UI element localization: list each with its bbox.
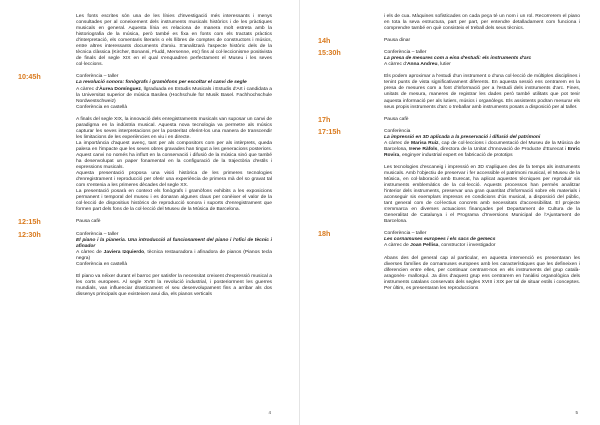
session-1230 <box>18 229 272 298</box>
presenter-name: Javiera Izquierdo <box>103 249 145 255</box>
session-time: 10:45h <box>18 72 41 82</box>
session-body-p1: A finals del segle XIX, la innovació dels enregistraments musicals van suposar un canvi de paradigma en la indústria musical. Aquesta nova tecnologia va permetre als músics capturar les seves interpretacions per la posteritat oferint-los una manera de transcendir les limitacions de les experiències en viu i en directe. <box>76 116 273 140</box>
presenter-name: Marisa Ruiz <box>411 140 439 146</box>
session-title: La impressió en 3D aplicada a la preservació i difusió del patrimoni <box>384 134 541 140</box>
session-body: Els podem aproximar a l'estudi d'un instrument o d'una col·lecció de múltiples disciplines i tenint punts de vista significativament diferents. En aquesta sessió ens centrarem en la presa de mesures com a font d'informació per a l'estudi dels instruments d'arc. Fines, unitats de mesura, maneres de registrar les dades però també utilitats que pot tenir aquesta informació per als lutiers, músics i organòlegs. Els assistents podran mesurar els seus propis instruments d'arc o treballar amb instruments posats a disposició per al taller. <box>384 74 580 110</box>
session-type: Conferència – taller <box>76 231 119 237</box>
session-title: Pausa cafè <box>384 116 409 122</box>
session-body: Les tecnologies d'escaneig i impressió en 3D s'apliquen des de fa temps als instruments musicals. Amb l'objectiu de preservar i fer accessible el patrimoni musical, el Museu de la Música, en col·laboració amb Eurecat, ha aplicat aquestes tècniques per reproduir sis instruments emblemàtics de la col·lecció. Aquests processos han permès analitzar l'interior dels instruments, preservar una gran quantitat d'informació sobre els materials i aconseguir sis exemplars impresos en condicions d'ús musical, a disposició del públic, tant general com de col·lectius concrets amb necessitats d'accessibilitat. El projecte s'emmarca en diverses actuacions finançades pel Departament de Cultura de la Generalitat de Catalunya i el Programa d'Inversions Municipal de l'Ajuntament de Barcelona. <box>384 164 580 225</box>
session-body: Abans des del general cap al particular, en aquesta intervenció es presentaran les diverses famílies de cornamuses europees amb les característiques que les defineixen i diferencien entre elles, per continuar centrant-nos en els instruments del grup català- aragonès- mallorquí. Ja dins d'aquest grup ens centrarem en l'anàlisi organològica dels instruments catalans conservats dels segles XVIII i XIX per tal de situar estils i conceptes. Per últim, es presentaran les reproduccions <box>384 255 580 291</box>
session-1530 <box>318 48 580 110</box>
session-1215 <box>18 217 272 227</box>
session-title: Pausa cafè <box>76 219 101 225</box>
session-1715 <box>318 126 580 226</box>
session-17 <box>318 114 580 124</box>
session-presenter: A càrrec de Joan Pellisa, constructor i investigador <box>384 243 496 249</box>
session-time: 12:30h <box>18 229 41 239</box>
session-time: 14h <box>318 36 331 46</box>
page-number: 4 <box>268 410 271 415</box>
session-body-p4: La presentació posarà en context els fonògrafs i gramòfons exhibits a les exposicions permanent i temporal del museu i es donaran algunes claus per conèixer el valor de la col·lecció de dispositius històrics de reproducció sonora i suports d'enregistrament que formen part dels fons de la col·lecció del Museu de la Música de Barcelona. <box>76 189 272 213</box>
presenter-name: Irene Ràfols <box>409 146 438 152</box>
session-title: Les cornamuses europees i els sacs de gemecs <box>384 237 496 243</box>
session-type: Conferència <box>384 128 411 134</box>
session-body: El piano va néixer durant el barroc per satisfer la necessitat creixent d'expressió musical a les corts europees. Al segle XVIII la revolució industrial, i posteriorment les guerres mundials, van influenciar drasticament el seu desenvolupament fins a arribar als dos dissenys principals que existeixen avui dia, els pianos verticals <box>76 273 272 297</box>
intro-paragraph: Les fonts escrites són una de les línies d'investigació més interessants i menys consultades per al coneixement dels instruments musicals històrics i de les pràctiques musicals en general. Aquesta línia es relaciona de manera molt estreta amb la historiografia de la música, però també es fixa en fonts com els tractats pràctics d'interpretació, els comentaris literaris o els llibres de comptes de constructors i músics, entre altres interessants documents d'arxiu. S'analitzarà l'aspecte històric dels de la tècnica clàssica (Kircher, Bonanni, Fludd, Mersenne, etc) fins al col·leccionisme positivista de finals del segle XIX en el qual s'enquadren perfectament el Museu i les seves col·leccions. <box>76 14 272 68</box>
left-column <box>18 14 273 298</box>
page-number: 5 <box>575 410 578 415</box>
presenter-name: Anna Andreu <box>406 62 438 68</box>
session-body-p2: La importància d'aquest avenç, tant per als compositors com per als intèrprets, queda palesa en l'impacte que les seves obres gravades han tingut a les generacions posteriors. Aquest canvi no només ha influït en la conservació i difusió de la música sinó que també ha desenvolupat un paper fonamental en la configuració de la trajectòria d'estils i expressions musicals. <box>76 140 272 171</box>
session-presenter: A càrrec de Marisa Ruiz, cap de col·leccions i documentació del Museu de la Música de Barcelona, Irene Ràfols, directora de la Unitat d'Innovació de Producte d'Eurecat i Enric Rovira, enginyer industrial expert en fabricació de prototips <box>384 140 580 158</box>
presenter-name: Enric Rovira <box>384 146 580 158</box>
session-time: 18h <box>318 229 331 239</box>
session-presenter: A càrrec d'Àurea Domínguez, llgraduada en Estudis Musicals i Estudis d'Art i candidata a la Universitat superior de música Basilea (Hochschule für Musik Basel. Fachhochschule Nordwestschweiz) <box>76 86 272 104</box>
session-title: El piano i la pianeria. Una introducció al funcionament del piano i l'ofici de tècnic i afinador <box>76 237 272 249</box>
session-time: 15:30h <box>318 48 341 58</box>
session-time: 17:15h <box>318 126 341 136</box>
session-title: La presa de mesures com a eina d'estudi: els instruments d'arc <box>384 56 532 62</box>
session-type: Conferència – taller <box>384 231 427 237</box>
presenter-name: Joan Pellisa <box>410 243 439 249</box>
right-page <box>300 0 600 425</box>
session-presenter: A càrrec d'Anna Andreu, lutier <box>384 62 451 68</box>
right-column <box>318 14 580 292</box>
session-language: Conferència en castellà <box>76 261 128 267</box>
presenter-name: Àurea Domínguez <box>99 86 141 92</box>
session-1045 <box>18 72 273 213</box>
session-14 <box>318 36 580 46</box>
continued-paragraph: i els de cua. Màquines sofisticades on cada peça té un nom i un rol. Recorrerem el piano en tota la seva estructura, part per part, per entendre detalladament com funciona i comprendre també en què consisteix el treball dels seus tècnics. <box>384 14 580 32</box>
session-18 <box>318 229 580 291</box>
session-title: La revolució sonora: fonògrafs i gramòfons per escoltar el canvi de segle <box>76 80 247 86</box>
session-title: Pausa dinar <box>384 38 411 44</box>
session-language: Conferència en castellà <box>76 104 128 110</box>
session-presenter: A càrrec de Javiera Izquierdo, tècnica restauradora i afinadora de pianos (Pianos tecla negra) <box>76 249 272 261</box>
session-type: Conferència – taller <box>384 50 427 56</box>
session-type: Conferència – taller <box>76 74 119 80</box>
session-time: 17h <box>318 114 331 124</box>
session-body-p3: Aquesta presentació proposa una visió històrica de les primeres tecnologies d'enregistrament i reproducció per oferir una experiència de primera mà del so gravat tal com s'entenia a les primeres dècades del segle XX. <box>76 171 272 189</box>
session-time: 12:15h <box>18 217 41 227</box>
